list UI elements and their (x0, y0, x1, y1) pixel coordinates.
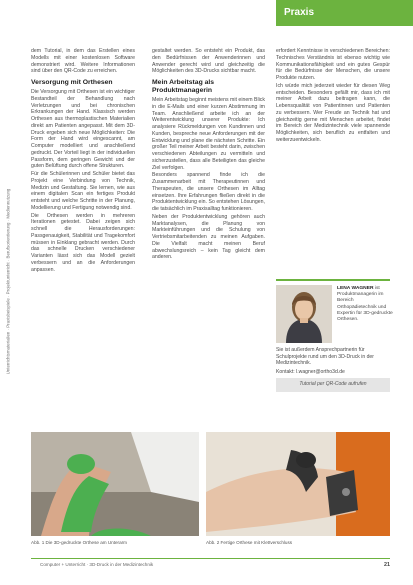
paragraph: Für die Schülerinnen und Schüler bietet das Projekt eine Verbindung von Technik, Medizin und Gestaltung. Sie lernen, wie aus einem digitalen Scan ein fertiges Produkt entsteht und welche Schritte in der Planung, Modellierung und Fertigung notwendig sind. (31, 171, 135, 211)
footer-rule (31, 558, 390, 559)
photo-orthosis-arm (31, 432, 199, 536)
paragraph: Die Versorgung mit Orthesen ist ein wichtiger Bestandteil der Behandlung nach Verletzungen und bei chronischen Erkrankungen der Hand. Klassisch werden Orthesen aus thermoplastischen Materialien direkt am Patienten angepasst. Mit dem 3D-Druck ergeben sich neue Möglichkeiten: Die Form der Hand wird eingescannt, am Computer modelliert und anschließend gedruckt. Der Vorteil liegt in der individuellen Passform, dem geringen Gewicht und der guten Belüftung durch offene Strukturen. (31, 89, 135, 170)
author-note: Sie ist außerdem Ansprechpartnerin für Schulprojekte rund um den 3D-Druck in der Medizintechnik. (276, 347, 374, 367)
link-box[interactable] (276, 378, 390, 392)
column-3 (276, 48, 390, 252)
caption-1: Abb. 1 Die 3D-gedruckte Orthese am Unterarm (31, 540, 127, 545)
heading-arbeitstag: Mein Arbeitstag als Produktmanagerin (152, 79, 215, 94)
author-contact: Kontakt: l.wagner@ortho3d.de (276, 369, 345, 375)
author-divider (276, 279, 390, 281)
author-name: LENA WAGNER (337, 286, 374, 291)
paragraph: Die Orthesen werden in mehreren Iterationen getestet. Dabei zeigen sich schnell die Herausforderungen: Passgenauigkeit, Stabilität und Tragekomfort müssen in Einklang gebracht werden. Durch das schnelle Drucken verschiedener Varianten lässt sich das Modell gezielt verbessern und an die Anforderungen anpassen. (31, 212, 135, 273)
heading-versorgung: Versorgung mit Orthesen (31, 79, 113, 86)
paragraph: Neben der Produktentwicklung gehören auch Marktanalysen, die Planung von Markteinführungen und die Schulung von Vertriebsmitarbeitenden zu meinen Aufgaben. Die Vielfalt macht meinen Beruf abwechslungsreich – kein Tag gleicht dem anderen. (152, 213, 265, 261)
author-bio (337, 286, 393, 323)
paragraph-intro: dem Tutorial, in dem das Erstellen eines Modells mit einer kostenlosen Software demonstriert wird. Weitere Informationen sind über den QR-Code zu erreichen. (31, 48, 135, 75)
paragraph: erfordert Kenntnisse in verschiedenen Bereichen: Technisches Verständnis ist ebenso wichtig wie Kommunikationsfähigkeit und ein gutes Gespür für die Bedürfnisse der Menschen, die unsere Produkte nutzen. (276, 48, 390, 81)
orthosis-wrist-image (206, 432, 390, 536)
page-number: 21 (384, 562, 390, 568)
photo-orthosis-wrist (206, 432, 390, 536)
portrait-image (276, 285, 332, 343)
section-label: Praxis (284, 7, 315, 18)
author-photo (276, 285, 332, 343)
paragraph: Ich würde mich jederzeit wieder für diesen Weg entscheiden. Besonders gefällt mir, dass ich mit meiner Arbeit dazu beitragen kann, die Lebensqualität von Patientinnen und Patienten zu verbessern. Wer Freude an Technik hat und gleichzeitig gerne mit Menschen arbeitet, findet im Bereich der Medizintechnik viele spannende Möglichkeiten, sich beruflich zu entfalten und weiterzuentwickeln. (276, 82, 390, 143)
paragraph: Besonders spannend finde ich die Zusammenarbeit mit Therapeutinnen und Therapeuten, die unsere Orthesen im Alltag einsetzen. Ihre Erfahrungen fließen direkt in die Produktentwicklung ein. So entstehen Lösungen, die tatsächlich im Praxisalltag funktionieren. (152, 172, 265, 212)
footer-text: Computer + Unterricht · 3D-Druck in der Medizintechnik (40, 562, 154, 567)
paragraph: gestaltet werden. So entsteht ein Produkt, das den Bedürfnissen der Anwenderinnen und Anwender gerecht wird und gleichzeitig die Möglichkeiten des 3D-Drucks sichtbar macht. (152, 48, 265, 75)
caption-2: Abb. 2 Fertige Orthese mit Klettverschluss (206, 540, 293, 545)
author-bio-text: ist Produktmanagerin im Bereich Orthopädietechnik und Expertin für 3D-gedruckte Orthesen. (337, 286, 393, 323)
orthosis-arm-image (31, 432, 199, 536)
paragraph: Mein Arbeitstag beginnt meistens mit einem Blick in die E-Mails und einer kurzen Abstimmung im Team. Anschließend arbeite ich an der Weiterentwicklung unserer Produkte: Ich analysiere Rückmeldungen von Kundinnen und Kunden, bespreche neue Anforderungen mit der Entwicklung und plane die nächsten Schritte. Ein großer Teil meiner Arbeit besteht darin, zwischen verschiedenen Abteilungen zu vermitteln und sicherzustellen, dass alle Beteiligten das gleiche Ziel verfolgen. (152, 97, 265, 171)
vertical-margin-text: Unterrichtsmaterialien · Praxisbeispiele · Projektunterricht · Berufsorientierung · Mediennutzung (5, 188, 11, 375)
link-text[interactable]: Tutorial per QR-Code aufrufen (299, 381, 367, 387)
